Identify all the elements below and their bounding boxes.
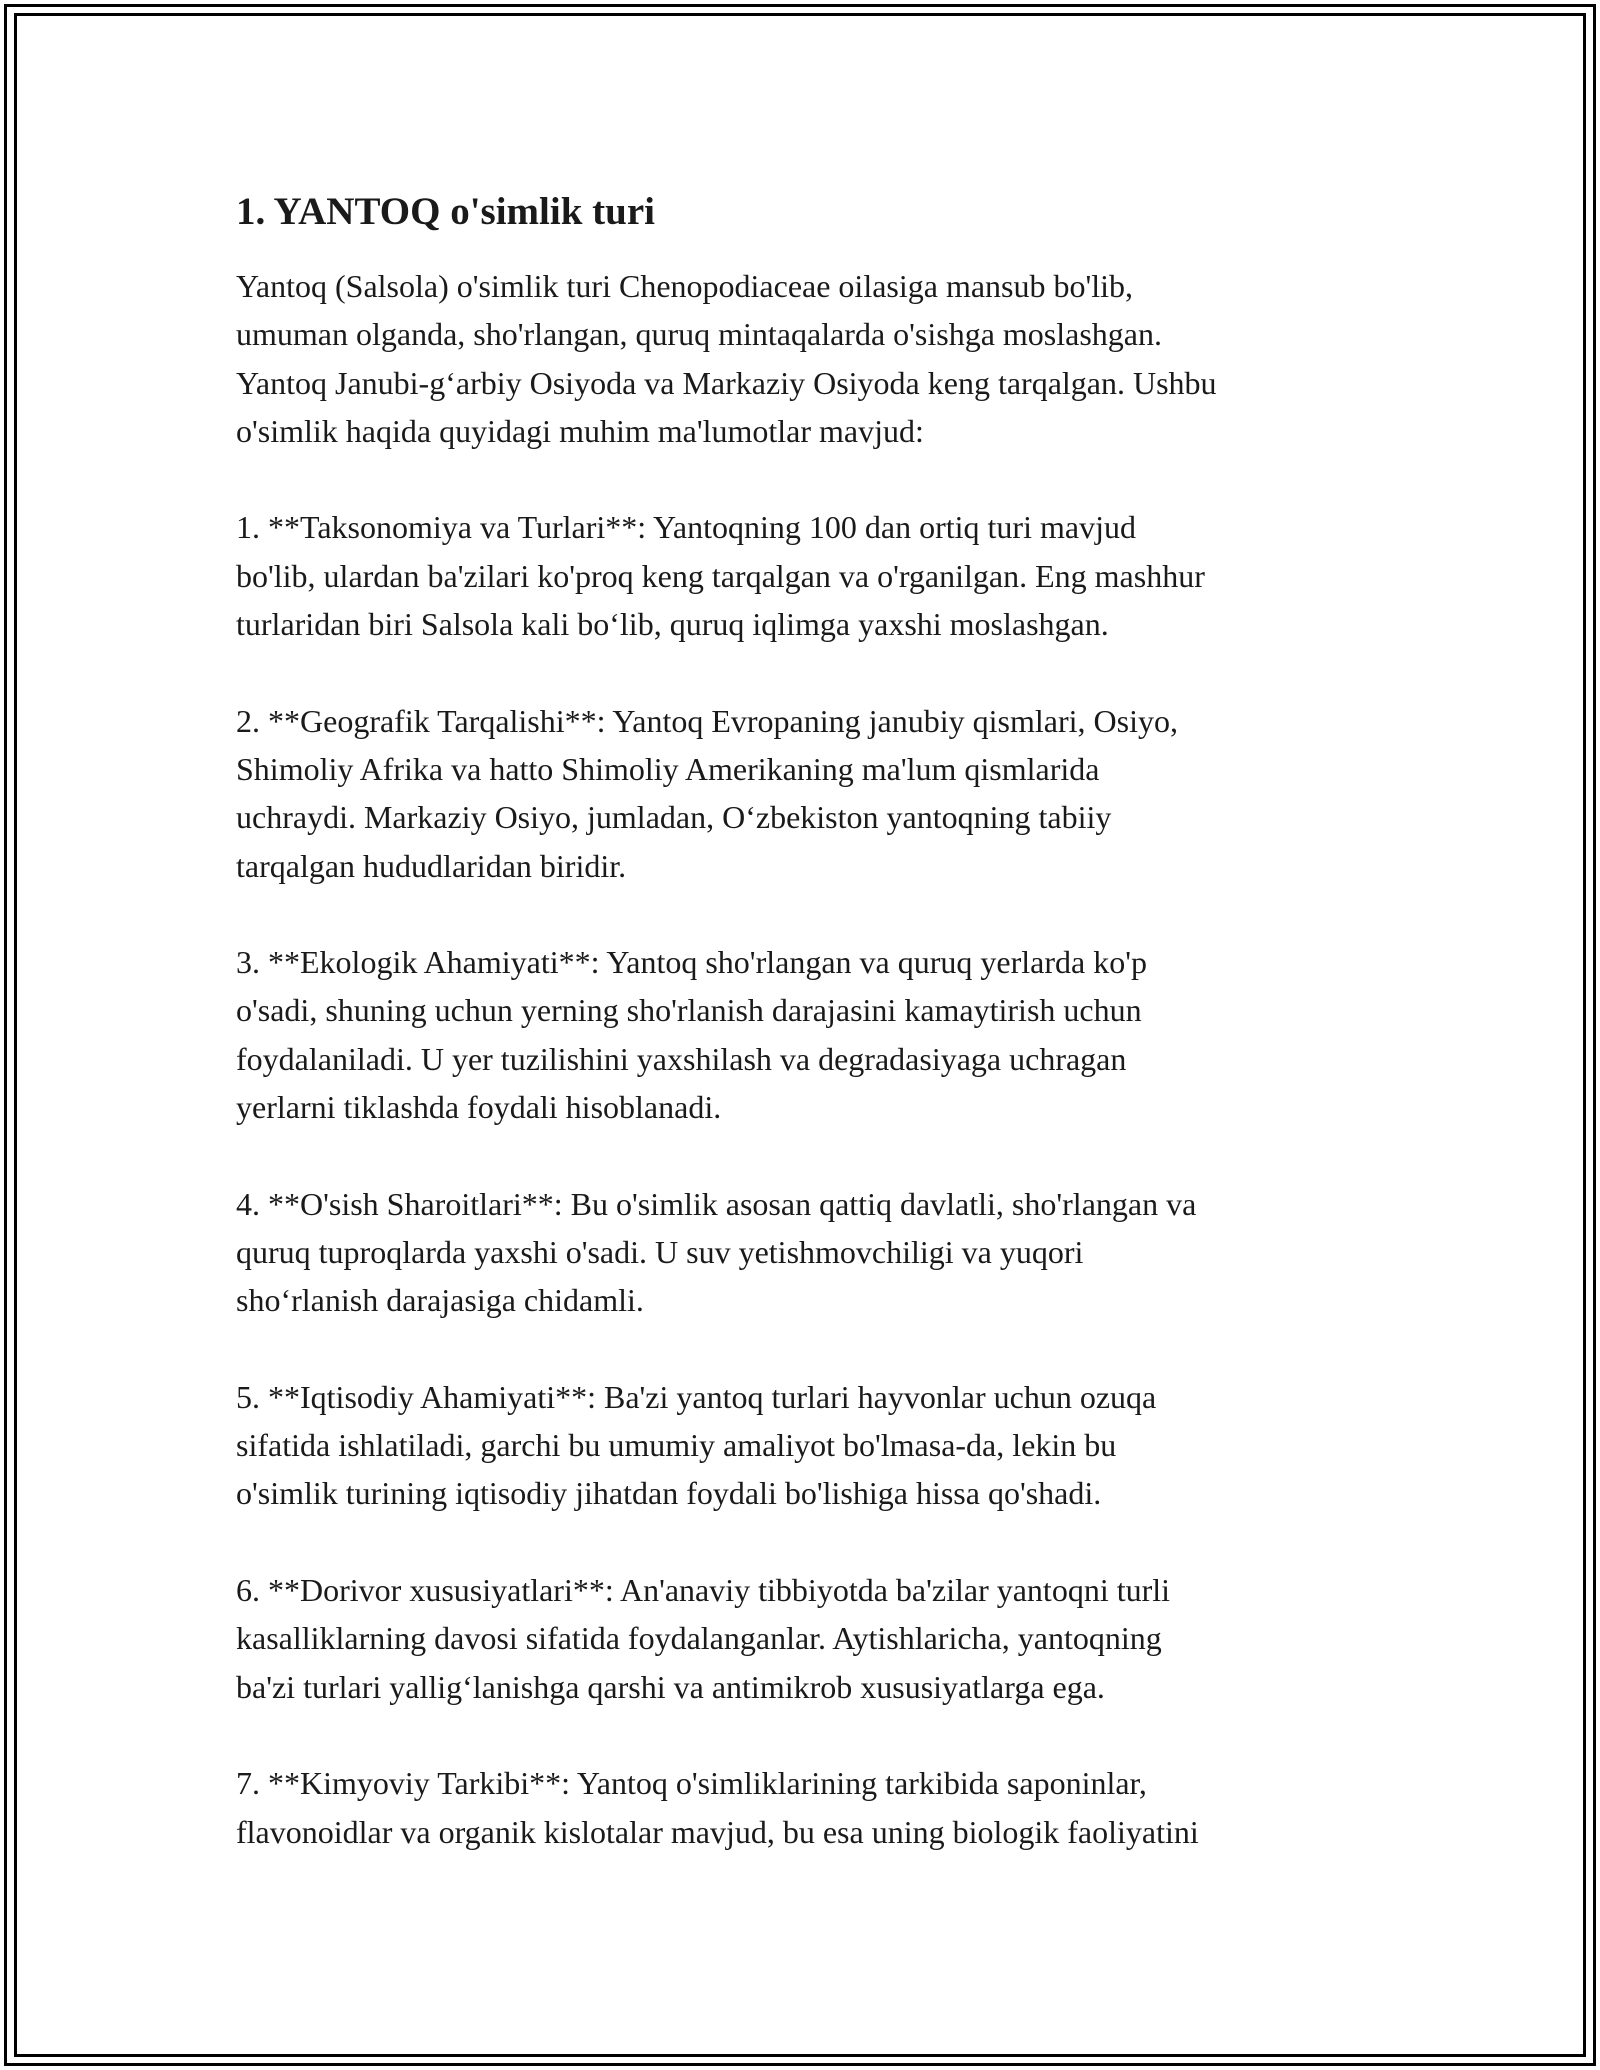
list-item-taxonomy: 1. **Taksonomiya va Turlari**: Yantoqning 100 dan ortiq turi mavjud bo'lib, ulardan ba'zilari ko'proq keng tarqalgan va o'rganilgan. Eng mashhur turlaridan biri Salsola kali bo‘lib, quruq iqlimga yaxshi moslashgan.	[236, 509, 1205, 643]
list-item-chemistry: 7. **Kimyoviy Tarkibi**: Yantoq o'simliklarining tarkibida saponinlar, flavonoidlar va organik kislotalar mavjud, bu esa uning biologik faoliyatini	[236, 1765, 1199, 1850]
list-item-medicinal: 6. **Dorivor xususiyatlari**: An'anaviy tibbiyotda ba'zilar yantoqni turli kasalliklarning davosi sifatida foydalanganlar. Aytishlaricha, yantoqning ba'zi turlari yallig‘lanishga qarshi va antimikrob xususiyatlarga ega.	[236, 1572, 1171, 1705]
list-item-geography: 2. **Geografik Tarqalishi**: Yantoq Evropaning janubiy qismlari, Osiyo, Shimoliy Afrika va hatto Shimoliy Amerikaning ma'lum qismlarida uchraydi. Markaziy Osiyo, jumladan, O‘zbekiston yantoqning tabiiy tarqalgan hududlaridan biridir.	[236, 702, 1178, 884]
intro-paragraph: Yantoq (Salsola) o'simlik turi Chenopodiaceae oilasiga mansub bo'lib, umuman olganda, sho'rlangan, quruq mintaqalarda o'sishga moslashgan. Yantoq Janubi-g‘arbiy Osiyoda va Markaziy Osiyoda keng tarqalgan. Ushbu o'simlik haqida quyidagi muhim ma'lumotlar mavjud:	[236, 268, 1217, 449]
list-item-growth-conditions: 4. **O'sish Sharoitlari**: Bu o'simlik asosan qattiq davlatli, sho'rlangan va quruq tuproqlarda yaxshi o'sadi. U suv yetishmovchiligi va yuqori sho‘rlanish darajasiga chidamli.	[236, 1185, 1197, 1319]
document-title: 1. YANTOQ o'simlik turi	[236, 190, 655, 233]
list-item-economy: 5. **Iqtisodiy Ahamiyati**: Ba'zi yantoq turlari hayvonlar uchun ozuqa sifatida ishlatiladi, garchi bu umumiy amaliyot bo'lmasa-da, lekin bu o'simlik turining iqtisodiy jihatdan foydali bo'lishiga hissa qo'shadi.	[236, 1378, 1157, 1512]
list-item-ecology: 3. **Ekologik Ahamiyati**: Yantoq sho'rlangan va quruq yerlarda ko'p o'sadi, shuning uchun yerning sho'rlanish darajasini kamaytirish uchun foydalaniladi. U yer tuzilishini yaxshilash va degradasiyaga uchragan yerlarni tiklashda foydali hisoblanadi.	[236, 944, 1147, 1126]
document-body	[236, 186, 1376, 1904]
